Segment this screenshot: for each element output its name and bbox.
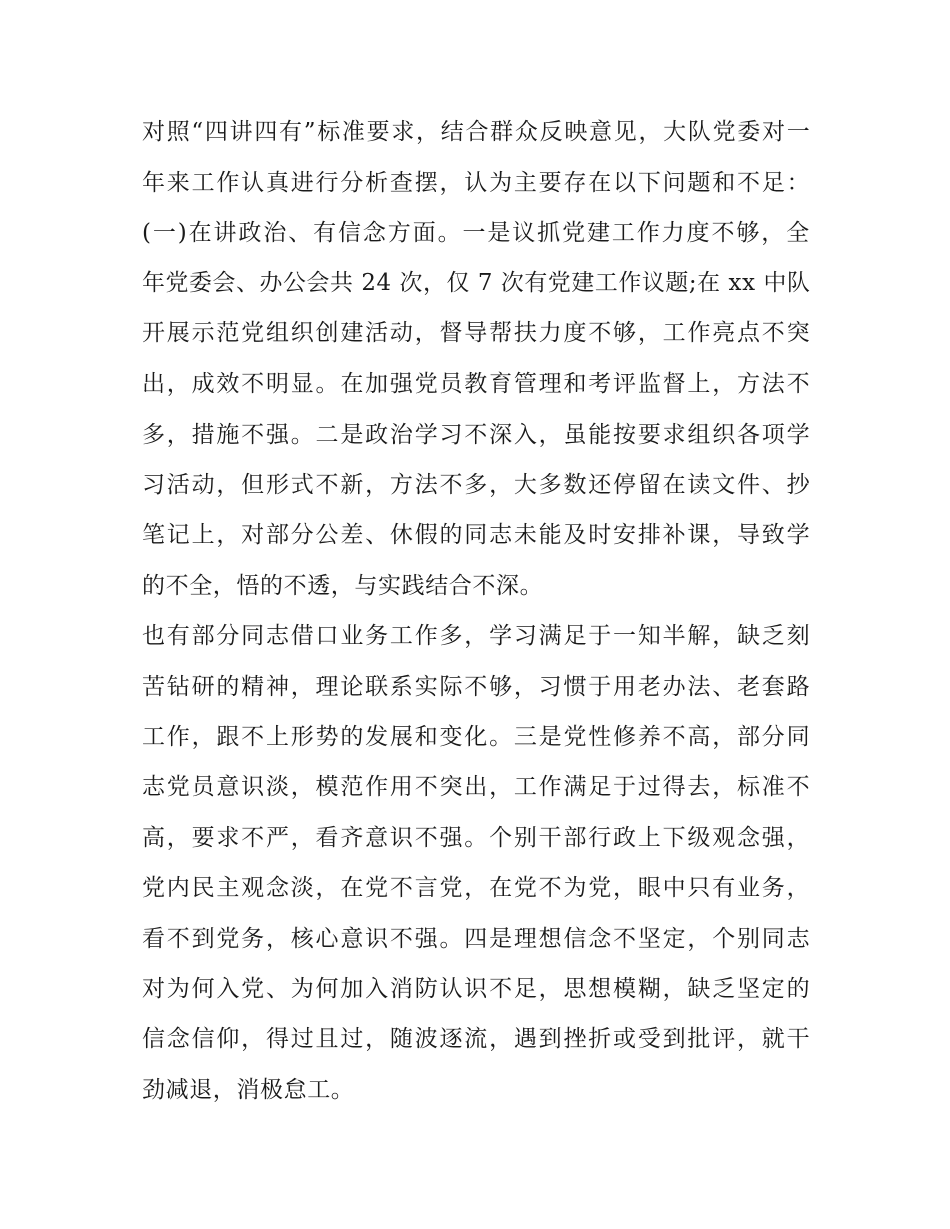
text-line: 看不到党务，核心意识不强。四是理想信念不坚定，个别同志 — [142, 926, 812, 952]
text-line: 信念信仰，得过且过，随波逐流，遇到挫折或受到批评，就干 — [142, 1026, 812, 1052]
text-line: 出，成效不明显。在加强党员教育管理和考评监督上，方法不 — [142, 371, 812, 397]
text-line: 志党员意识淡，模范作用不突出，工作满足于过得去，标准不 — [142, 774, 812, 800]
text-line: 也有部分同志借口业务工作多，学习满足于一知半解，缺乏刻 — [142, 623, 812, 649]
text-line: 党内民主观念淡，在党不言党，在党不为党，眼中只有业务， — [142, 875, 812, 901]
text-line: 习活动，但形式不新，方法不多，大多数还停留在读文件、抄 — [142, 472, 812, 498]
text-line: 年来工作认真进行分析查摆，认为主要存在以下问题和不足： — [142, 170, 812, 196]
text-line: 多，措施不强。二是政治学习不深入，虽能按要求组织各项学 — [142, 422, 812, 448]
text-line: 笔记上，对部分公差、休假的同志未能及时安排补课，导致学 — [142, 522, 812, 548]
text-line: 劲减退，消极怠工。 — [142, 1077, 355, 1103]
text-line: 开展示范党组织创建活动，督导帮扶力度不够，工作亮点不突 — [142, 320, 812, 346]
text-line: 高，要求不严，看齐意识不强。个别干部行政上下级观念强， — [142, 825, 812, 851]
text-line: 年党委会、办公会共 24 次，仅 7 次有党建工作议题;在 xx 中队 — [142, 270, 811, 296]
text-line: 的不全，悟的不透，与实践结合不深。 — [142, 573, 544, 599]
text-line: 苦钻研的精神，理论联系实际不够，习惯于用老办法、老套路 — [142, 674, 812, 700]
text-line: 工作，跟不上形势的发展和变化。三是党性修养不高，部分同 — [142, 724, 812, 750]
text-line: (一)在讲政治、有信念方面。一是议抓党建工作力度不够，全 — [142, 220, 812, 246]
text-line: 对照“四讲四有”标准要求，结合群众反映意见，大队党委对一 — [142, 119, 812, 145]
text-line: 对为何入党、为何加入消防认识不足，思想模糊，缺乏坚定的 — [142, 976, 812, 1002]
